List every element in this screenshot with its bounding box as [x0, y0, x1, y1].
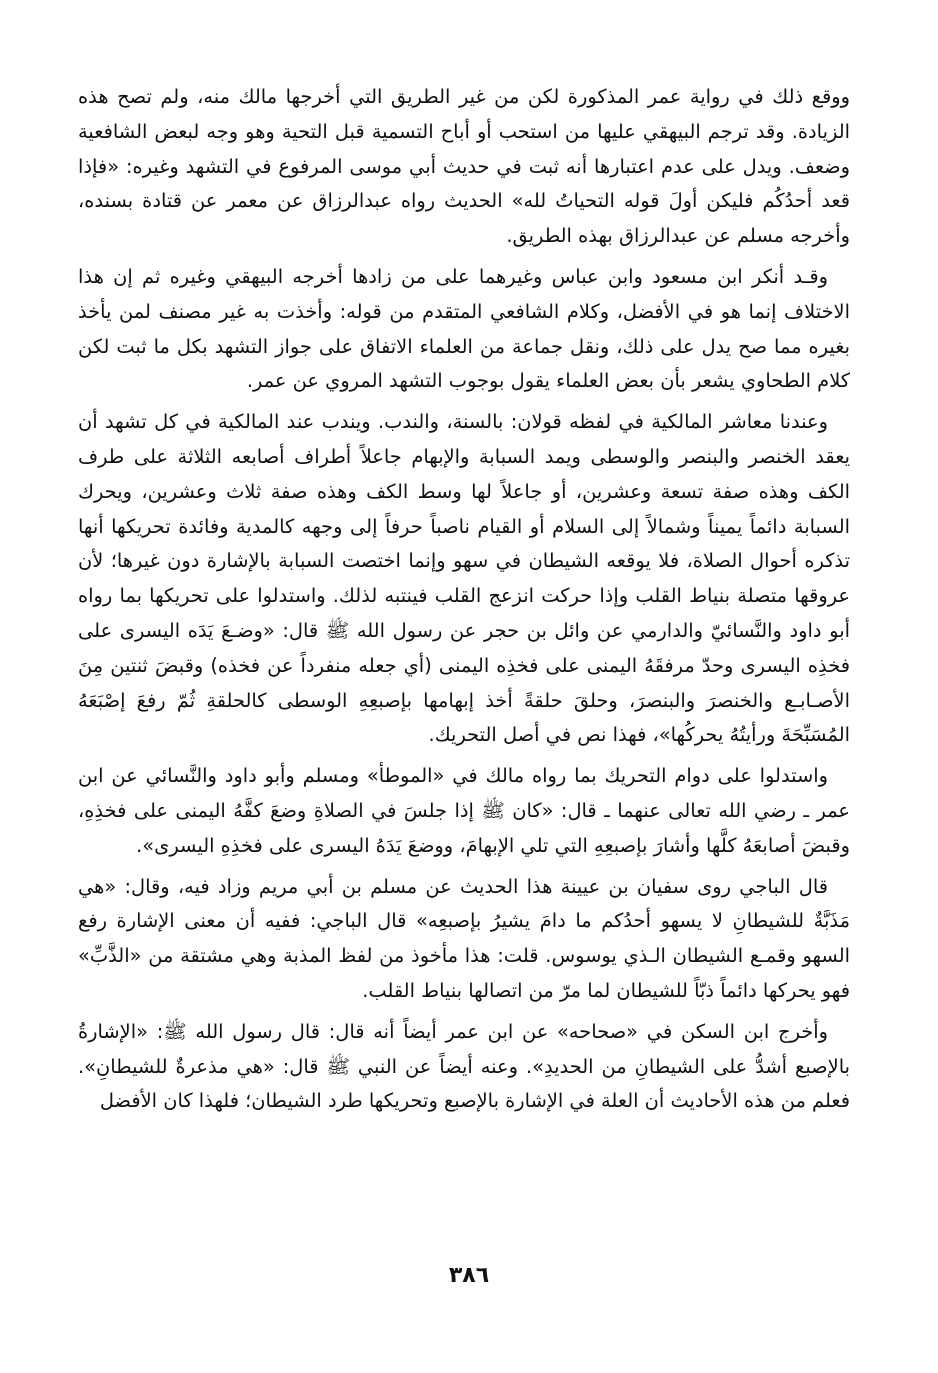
- paragraph-2: وقـد أنكر ابن مسعود وابن عباس وغيرهما على من زادها أخرجه البيهقي وغيره ثم إن هذا الاختلاف إنما هو في الأفضل، وكلام الشافعي المتقدم من قوله: وأخذت به غير مصنف لمن يأخذ بغيره مما صح يدل على ذلك، ونقل جماعة من العلماء الاتفاق على جواز التشهد بكل ما ثبت لكن كلام الطحاوي يشعر بأن بعض العلماء يقول بوجوب التشهد المروي عن عمر.: [78, 264, 850, 393]
- body-text: [78, 80, 850, 1125]
- paragraph-6: وأخرج ابن السكن في «صحاحه» عن ابن عمر أيضاً أنه قال: قال رسول الله ﷺ: «الإشارةُ بالإصبع أشدُّ على الشيطانِ من الحديدِ». وعنه أيضاً عن النبي ﷺ قال: «هي مذعرةٌ للشيطانِ». فعلم من هذه الأحاديث أن العلة في الإشارة بالإصبع وتحريكها طرد الشيطان؛ فلهذا كان الأفضل: [78, 1019, 850, 1113]
- paragraph-5: قال الباجي روى سفيان بن عيينة هذا الحديث عن مسلم بن أبي مريم وزاد فيه، وقال: «هي مَذَبَّةٌ للشيطانِ لا يسهو أحدُكم ما دامَ يشيرُ بإصبعِه» قال الباجي: ففيه أن معنى الإشارة رفع السهو وقمـع الشيطان الـذي يوسوس. قلت: هذا مأخوذ من لفظ المذبة وهي مشتقة من «الذَّبِّ» فهو يحركها دائماً ذبّاً للشيطان لما مرّ من اتصالها بنياط القلب.: [78, 874, 850, 1002]
- paragraph-3: وعندنا معاشر المالكية في لفظه قولان: بالسنة، والندب. ويندب عند المالكية في كل تشهد أن يعقد الخنصر والبنصر والوسطى ويمد السبابة والإبهام جاعلاً أطراف أصابعه الثلاثة على طرف الكف وهذه صفة تسعة وعشرين، أو جاعلاً لها وسط الكف وهذه صفة ثلاث وعشرين، ويحرك السبابة دائماً يميناً وشمالاً إلى السلام أو القيام ناصباً حرفاً إلى وجهه كالمدية وفائدة تحريكها أنها تذكره أحوال الصلاة، فلا يوقعه الشيطان في سهو وإنما اختصت السبابة بالإشارة دون غيرها؛ لأن عروقها متصلة بنياط القلب وإذا حركت انزعج القلب فينتبه لذلك. واستدلوا على تحريكها بما رواه أبو داود والنَّسائيّ والدارمي عن وائل بن حجر عن رسول الله ﷺ قال: «وضـعَ يَدَه اليسرى على فخذِه اليسرى وحدّ مرفقَهُ اليمنى على فخذِه اليمنى (أي جعله منفرداً عن فخذه) وقبضَ ثنتين مِنَ الأصـابـع والخنصرَ والبنصرَ، وحلقَ حلقةً أخذ إبهامها بإصبعِهِ الوسطى كالحلقةِ ثُمّ رفعَ إصْبَعَهُ المُسَبِّحَةَ ورأيتُهُ يحركُها»، فهذا نص في أصل التحريك.: [78, 410, 850, 747]
- paragraph-1: ووقع ذلك في رواية عمر المذكورة لكن من غير الطريق التي أخرجها مالك منه، ولم تصح هذه الزيادة. وقد ترجم البيهقي عليها من استحب أو أباح التسمية قبل التحية وهو وجه لبعض الشافعية وضعف. ويدل على عدم اعتبارها أنه ثبت في حديث أبي موسى المرفوع في التشهد وغيره: «فإذا قعد أحدُكُم فليكن أولَ قوله التحياتُ لله» الحديث رواه عبدالرزاق عن معمر عن قتادة بسنده، وأخرجه مسلم عن عبدالرزاق بهذه الطريق.: [78, 85, 850, 248]
- paragraph-4: واستدلوا على دوام التحريك بما رواه مالك في «الموطأ» ومسلم وأبو داود والنَّسائي عن ابن عمر ـ رضي الله تعالى عنهما ـ قال: «كان ﷺ إذا جلسَ في الصلاةِ وضعَ كفَّهُ اليمنى على فخذِهِ، وقبضَ أصابعَهُ كلَّها وأشارَ بإصبعِهِ التي تلي الإبهامَ، ووضعَ يَدَهُ اليسرى على فخذِهِ اليسرى».: [78, 764, 850, 857]
- page-number: ٣٨٦: [448, 1263, 490, 1288]
